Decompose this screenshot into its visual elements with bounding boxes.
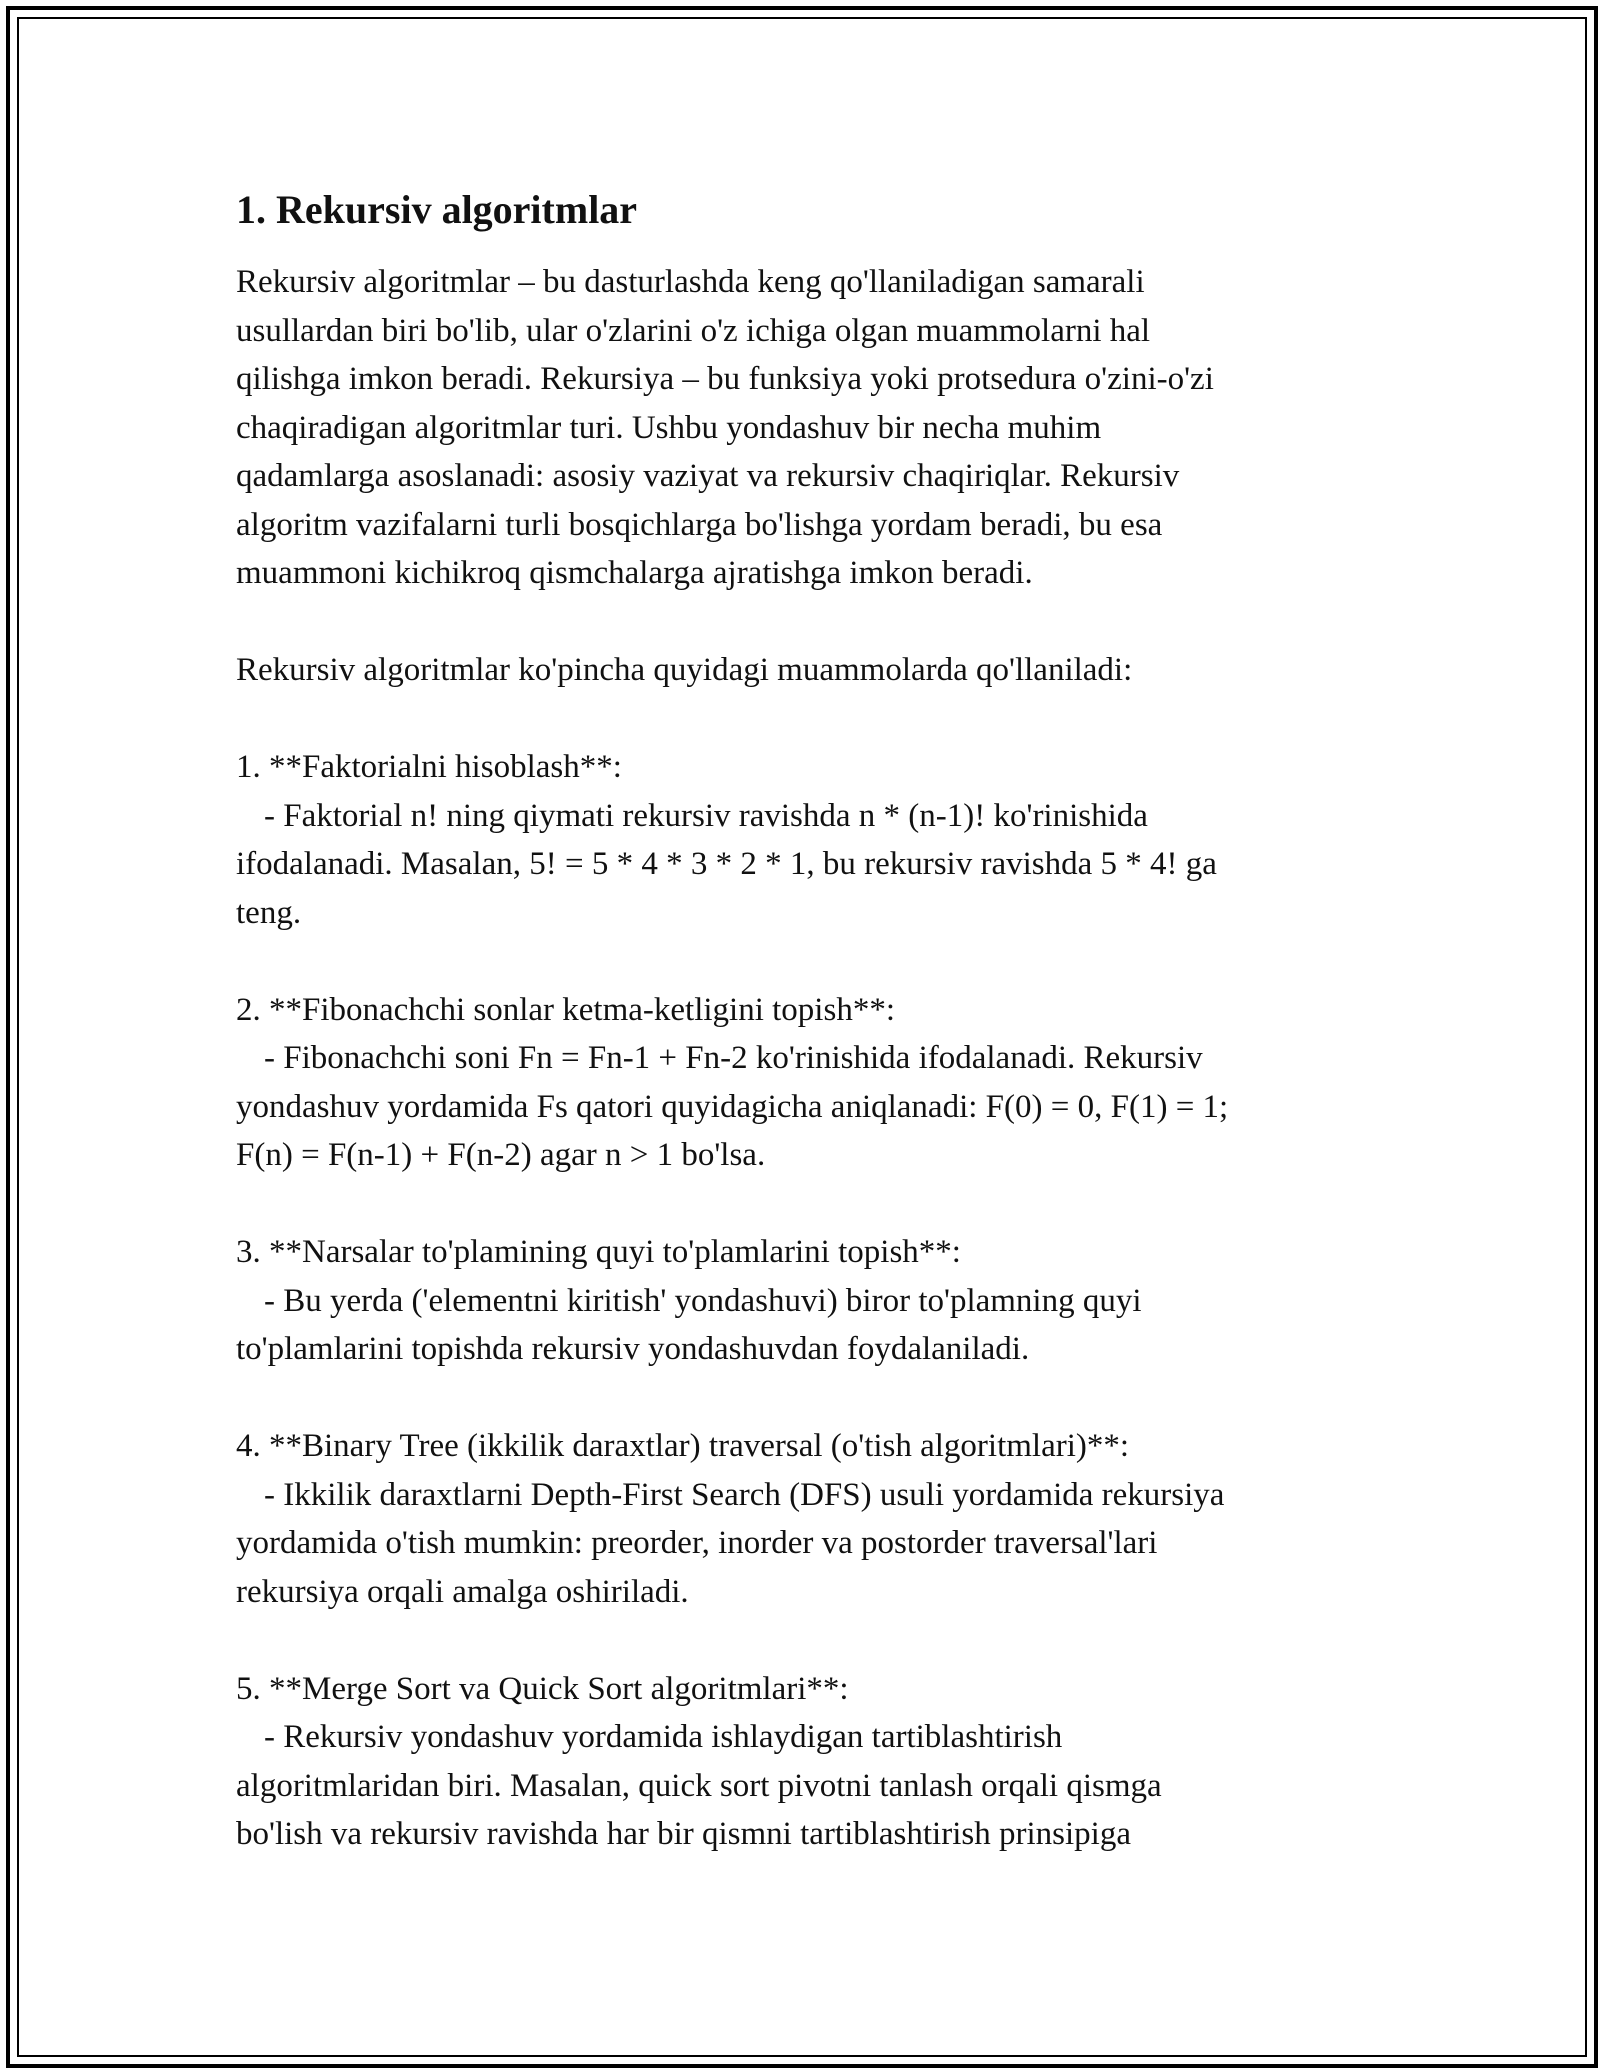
intro-line: algoritm vazifalarni turli bosqichlarga bo'lishga yordam beradi, bu esa	[236, 506, 1163, 543]
list-item-title: 5. **Merge Sort va Quick Sort algoritmlari**:	[236, 1670, 849, 1707]
list-item-title: 3. **Narsalar to'plamining quyi to'plamlarini topish**:	[236, 1234, 961, 1270]
list-item-title: 2. **Fibonachchi sonlar ketma-ketligini topish**:	[236, 991, 895, 1028]
list-item	[236, 743, 1366, 937]
list-item-line: F(n) = F(n-1) + F(n-2) agar n > 1 bo'lsa.	[236, 1137, 766, 1173]
list-item-line: to'plamlarini topishda rekursiv yondashuvdan foydalaniladi.	[236, 1331, 1030, 1367]
list-item-line: - Rekursiv yondashuv yordamida ishlaydigan tartiblashtirish	[264, 1719, 1063, 1755]
list-item-line: yordamida o'tish mumkin: preorder, inorder va postorder traversal'lari	[236, 1525, 1158, 1561]
intro-paragraph	[236, 258, 1366, 598]
list-item-title: 1. **Faktorialni hisoblash**:	[236, 749, 622, 785]
list-item-line: - Ikkilik daraxtlarni Depth-First Search (DFS) usuli yordamida rekursiya	[264, 1476, 1225, 1513]
list-item	[236, 986, 1366, 1180]
list-item-line: - Faktorial n! ning qiymati rekursiv ravishda n * (n-1)! ko'rinishida	[264, 797, 1148, 834]
intro-line: usullardan biri bo'lib, ular o'zlarini o'z ichiga olgan muammolarni hal	[236, 312, 1151, 349]
list-item-title: 4. **Binary Tree (ikkilik daraxtlar) traversal (o'tish algoritmlari)**:	[236, 1428, 1130, 1464]
intro-line: Rekursiv algoritmlar – bu dasturlashda keng qo'llaniladigan samarali	[236, 264, 1145, 300]
intro-line: qilishga imkon beradi. Rekursiya – bu funksiya yoki protsedura o'zini-o'zi	[236, 361, 1214, 397]
list-item	[236, 1665, 1366, 1859]
intro-line: chaqiradigan algoritmlar turi. Ushbu yondashuv bir necha muhim	[236, 409, 1102, 446]
list-item-line: rekursiya orqali amalga oshiriladi.	[236, 1573, 689, 1610]
list-item-line: - Bu yerda ('elementni kiritish' yondashuvi) biror to'plamning quyi	[264, 1282, 1142, 1319]
document-page	[236, 184, 1366, 1859]
intro-line: qadamlarga asoslanadi: asosiy vaziyat va rekursiv chaqiriqlar. Rekursiv	[236, 458, 1180, 494]
intro-line: muammoni kichikroq qismchalarga ajratishga imkon beradi.	[236, 555, 1033, 591]
list-item	[236, 1228, 1366, 1374]
list-item-line: teng.	[236, 894, 302, 931]
section-heading: 1. Rekursiv algoritmlar	[236, 187, 638, 232]
list-item-line: yondashuv yordamida Fs qatori quyidagicha aniqlanadi: F(0) = 0, F(1) = 1;	[236, 1088, 1229, 1125]
list-item-line: algoritmlaridan biri. Masalan, quick sort pivotni tanlash orqali qismga	[236, 1767, 1162, 1804]
list-item	[236, 1422, 1366, 1616]
list-item-line: bo'lish va rekursiv ravishda har bir qismni tartiblashtirish prinsipiga	[236, 1816, 1131, 1852]
list-item-line: ifodalanadi. Masalan, 5! = 5 * 4 * 3 * 2 * 1, bu rekursiv ravishda 5 * 4! ga	[236, 846, 1217, 882]
list-item-line: - Fibonachchi soni Fn = Fn-1 + Fn-2 ko'rinishida ifodalanadi. Rekursiv	[264, 1040, 1203, 1076]
lead-in-text: Rekursiv algoritmlar ko'pincha quyidagi muammolarda qo'llaniladi:	[236, 652, 1133, 688]
